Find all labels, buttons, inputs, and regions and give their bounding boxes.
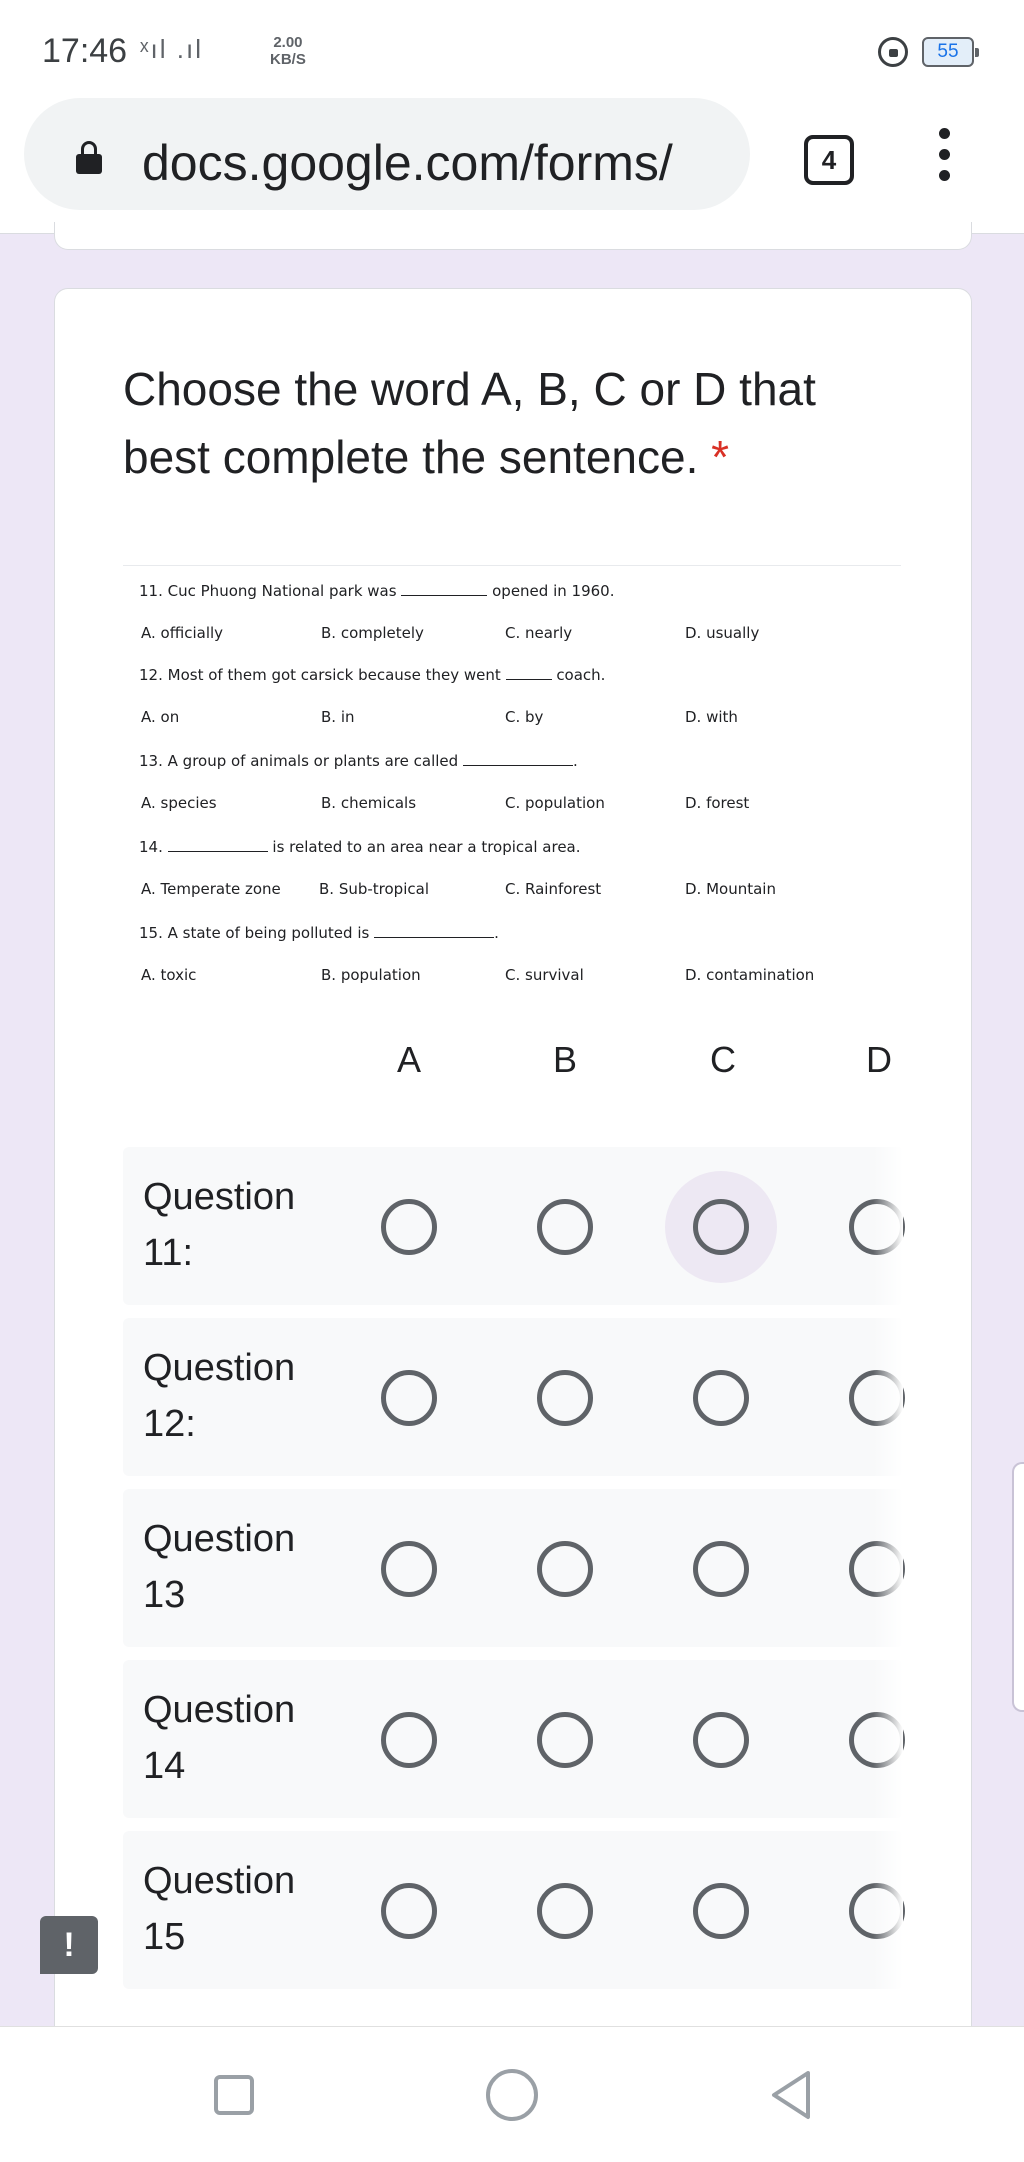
worksheet-question: 11. Cuc Phuong National park was opened in 1960.: [139, 582, 615, 600]
lock-icon[interactable]: [76, 154, 102, 174]
recents-button[interactable]: [214, 2075, 254, 2115]
radio-q14-a[interactable]: [381, 1712, 437, 1768]
scroll-handle[interactable]: [1012, 1462, 1024, 1712]
worksheet-option: C. Rainforest: [505, 880, 602, 898]
tab-switcher-button[interactable]: 4: [804, 135, 854, 185]
radio-q13-a[interactable]: [381, 1541, 437, 1597]
radio-q12-a[interactable]: [381, 1370, 437, 1426]
network-speed-unit: KB/S: [270, 51, 306, 68]
column-header-a: A: [396, 1039, 421, 1080]
previous-card: [54, 222, 972, 250]
status-time: 17:46: [42, 32, 128, 70]
radio-q15-a[interactable]: [381, 1883, 437, 1939]
worksheet-option: D. Mountain: [685, 880, 776, 898]
worksheet-question: 14. is related to an area near a tropical area.: [139, 838, 581, 856]
home-button[interactable]: [486, 2069, 538, 2121]
worksheet-option: A. species: [141, 794, 217, 812]
worksheet-option: C. nearly: [505, 624, 573, 642]
network-speed: [270, 34, 306, 68]
column-header-c: C: [710, 1039, 736, 1080]
row-label: Question 12:: [143, 1347, 296, 1445]
grid-row-question-12: [123, 1318, 903, 1476]
grid-row-question-11: [123, 1147, 903, 1305]
question-title: [123, 355, 893, 491]
worksheet-option: C. by: [505, 708, 544, 726]
worksheet-option: A. on: [141, 708, 180, 726]
worksheet-option: D. forest: [685, 794, 750, 812]
back-button[interactable]: [768, 2069, 812, 2121]
radio-q15-b[interactable]: [537, 1883, 593, 1939]
worksheet-option: C. survival: [505, 966, 584, 984]
worksheet-option: A. toxic: [141, 966, 197, 984]
worksheet-option: B. in: [321, 708, 355, 726]
navigation-bar: [0, 2026, 1024, 2162]
radio-q11-b[interactable]: [537, 1199, 593, 1255]
question-card: [54, 288, 972, 2048]
worksheet-option: A. Temperate zone: [141, 880, 281, 898]
radio-q15-c[interactable]: [693, 1883, 749, 1939]
radio-q12-b[interactable]: [537, 1370, 593, 1426]
grid-row-question-13: [123, 1489, 903, 1647]
column-header-d: D: [866, 1039, 892, 1080]
required-marker: *: [711, 431, 730, 483]
network-speed-value: 2.00: [273, 34, 303, 51]
radio-q14-c[interactable]: [693, 1712, 749, 1768]
grid-row-question-14: [123, 1660, 903, 1818]
question-title-text: Choose the word A, B, C or D that best complete the sentence.: [123, 363, 816, 483]
row-label: Question 13: [143, 1518, 296, 1616]
row-label: Question 15: [143, 1860, 296, 1958]
radio-q13-c[interactable]: [693, 1541, 749, 1597]
worksheet-option: D. contamination: [685, 966, 815, 984]
worksheet-option: B. chemicals: [321, 794, 417, 812]
worksheet-option: C. population: [505, 794, 605, 812]
worksheet-option: D. with: [685, 708, 738, 726]
rotation-lock-icon: [878, 37, 908, 67]
row-label: Question 14: [143, 1689, 296, 1787]
signal-icon: ˣıl .ıl: [140, 34, 203, 64]
worksheet-option: B. completely: [321, 624, 424, 642]
address-bar[interactable]: [24, 98, 750, 210]
column-header-b: B: [552, 1039, 577, 1080]
worksheet-question: 15. A state of being polluted is .: [139, 924, 499, 942]
worksheet-option: B. Sub-tropical: [319, 880, 429, 898]
worksheet-question: 13. A group of animals or plants are called .: [139, 752, 578, 770]
status-bar: [0, 0, 1024, 100]
radio-q14-b[interactable]: [537, 1712, 593, 1768]
browser-toolbar: [0, 86, 1024, 234]
worksheet-option: D. usually: [685, 624, 760, 642]
report-abuse-button[interactable]: !: [40, 1916, 98, 1974]
radio-q11-a[interactable]: [381, 1199, 437, 1255]
more-options-icon[interactable]: [932, 128, 956, 192]
radio-q13-b[interactable]: [537, 1541, 593, 1597]
row-label: Question 11:: [143, 1176, 296, 1274]
worksheet-option: B. population: [321, 966, 421, 984]
worksheet-option: A. officially: [141, 624, 224, 642]
worksheet-image: [123, 565, 901, 985]
url-text[interactable]: docs.google.com/forms/: [142, 135, 673, 191]
radio-q11-c[interactable]: [693, 1199, 749, 1255]
worksheet-question: 12. Most of them got carsick because they went coach.: [139, 666, 606, 684]
battery-icon: 55: [922, 37, 974, 67]
grid-row-question-15: [123, 1831, 903, 1989]
radio-q12-c[interactable]: [693, 1370, 749, 1426]
